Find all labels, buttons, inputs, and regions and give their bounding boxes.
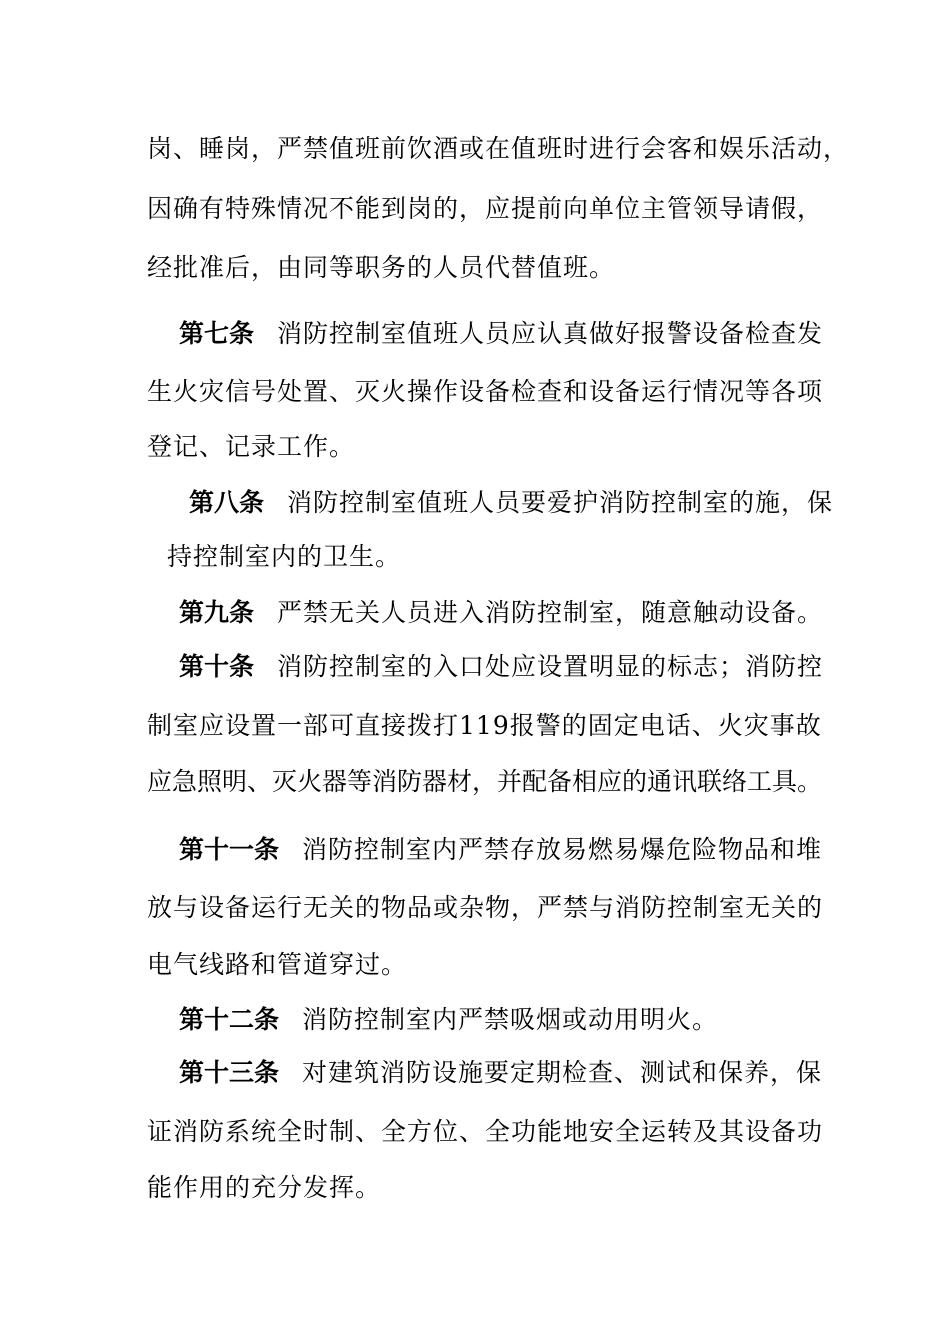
article-7-line-2: 生火灾信号处置、灭火操作设备检查和设备运行情况等各项 [147,377,824,406]
article-8-line-1: 第八条 消防控制室值班人员要爱护消防控制室的施，保 [189,488,833,517]
article-heading: 第八条 [189,488,265,517]
article-9-line-1: 第九条 严禁无关人员进入消防控制室，随意触动设备。 [179,598,823,627]
article-13-line-3: 能作用的充分发挥。 [147,1173,382,1202]
text-line: 因确有特殊情况不能到岗的，应提前向单位主管领导请假， [147,194,824,223]
article-heading: 第十二条 [179,1005,280,1034]
article-10-line-3: 应急照明、灭火器等消防器材，并配备相应的通讯联络工具。 [147,767,823,796]
article-11-line-2: 放与设备运行无关的物品或杂物，严禁与消防控制室无关的 [147,893,824,922]
article-7-line-3: 登记、记录工作。 [147,432,356,461]
article-11-line-1: 第十一条 消防控制室内严禁存放易燃易爆危险物品和堆 [179,835,822,864]
article-7-line-1: 第七条 消防控制室值班人员应认真做好报警设备检查发 [179,319,823,348]
article-8-line-2: 持控制室内的卫生。 [167,542,402,571]
article-heading: 第十三条 [179,1058,280,1087]
article-13-line-2: 证消防系统全时制、全方位、全功能地安全运转及其设备功 [147,1117,824,1146]
article-heading: 第七条 [179,319,255,348]
article-12-line-1: 第十二条 消防控制室内严禁吸烟或动用明火。 [179,1005,718,1034]
article-heading: 第十一条 [179,835,280,864]
text-line: 经批准后，由同等职务的人员代替值班。 [147,253,616,282]
article-heading: 第九条 [179,598,255,627]
text-line: 岗、睡岗，严禁值班前饮酒或在值班时进行会客和娱乐活动， [147,134,850,163]
article-11-line-3: 电气线路和管道穿过。 [147,950,408,979]
article-heading: 第十条 [179,652,255,681]
article-13-line-1: 第十三条 对建筑消防设施要定期检查、测试和保养，保 [179,1058,822,1087]
article-10-line-2: 制室应设置一部可直接拨打119报警的固定电话、火灾事故 [147,711,822,740]
article-10-line-1: 第十条 消防控制室的入口处应设置明显的标志；消防控 [179,652,823,681]
